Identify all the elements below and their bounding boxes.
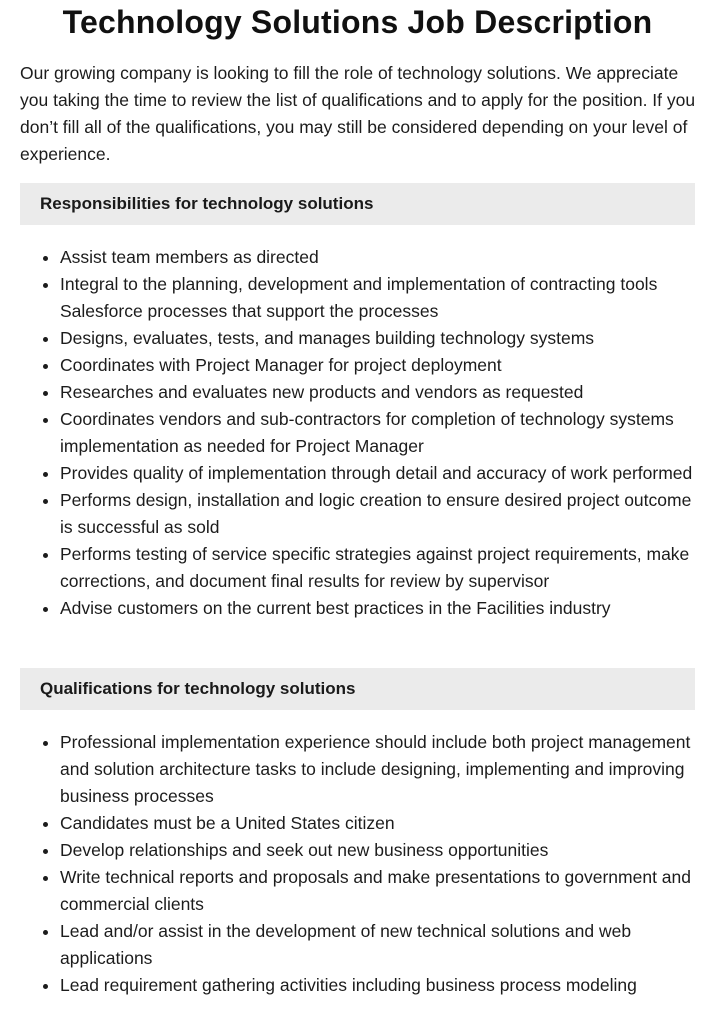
- intro-paragraph: Our growing company is looking to fill the role of technology solutions. We appreciate you taking the time to review the list of qualifications and to apply for the position. If you don’t fill all of the qualifications, you may still be considered depending on your level of experience.: [20, 63, 696, 164]
- list-item: • Write technical reports and proposals and make presentations to government and commercial clients: [60, 864, 696, 918]
- list-item: • Lead and/or assist in the development of new technical solutions and web applications: [60, 918, 696, 972]
- responsibilities-heading: Responsibilities for technology solutions: [20, 183, 695, 225]
- list-item: • Provides quality of implementation through detail and accuracy of work performed: [60, 460, 696, 487]
- list-item: • Advise customers on the current best practices in the Facilities industry: [60, 595, 696, 622]
- list-item: • Professional implementation experience should include both project management and solution architecture tasks to include designing, implementing and improving business processes: [60, 729, 696, 810]
- list-item: • Coordinates with Project Manager for project deployment: [60, 352, 696, 379]
- list-item: • Performs testing of service specific strategies against project requirements, make corrections, and document final results for review by supervisor: [60, 541, 696, 595]
- list-item: • Performs design, installation and logic creation to ensure desired project outcome is successful as sold: [60, 487, 696, 541]
- list-item: • Develop relationships and seek out new business opportunities: [60, 837, 696, 864]
- qualifications-list: [20, 729, 696, 999]
- list-item: • Integral to the planning, development and implementation of contracting tools Salesforce processes that support the processes: [60, 271, 696, 325]
- list-item: • Assist team members as directed: [60, 244, 696, 271]
- list-item: • Lead requirement gathering activities including business process modeling: [60, 972, 696, 999]
- page-title: Technology Solutions Job Description: [62, 4, 653, 40]
- list-item: • Researches and evaluates new products and vendors as requested: [60, 379, 696, 406]
- qualifications-heading: Qualifications for technology solutions: [20, 668, 695, 710]
- list-item: • Coordinates vendors and sub-contractors for completion of technology systems implementation as needed for Project Manager: [60, 406, 696, 460]
- responsibilities-list: [20, 244, 696, 622]
- list-item: • Designs, evaluates, tests, and manages building technology systems: [60, 325, 696, 352]
- list-item: • Candidates must be a United States citizen: [60, 810, 696, 837]
